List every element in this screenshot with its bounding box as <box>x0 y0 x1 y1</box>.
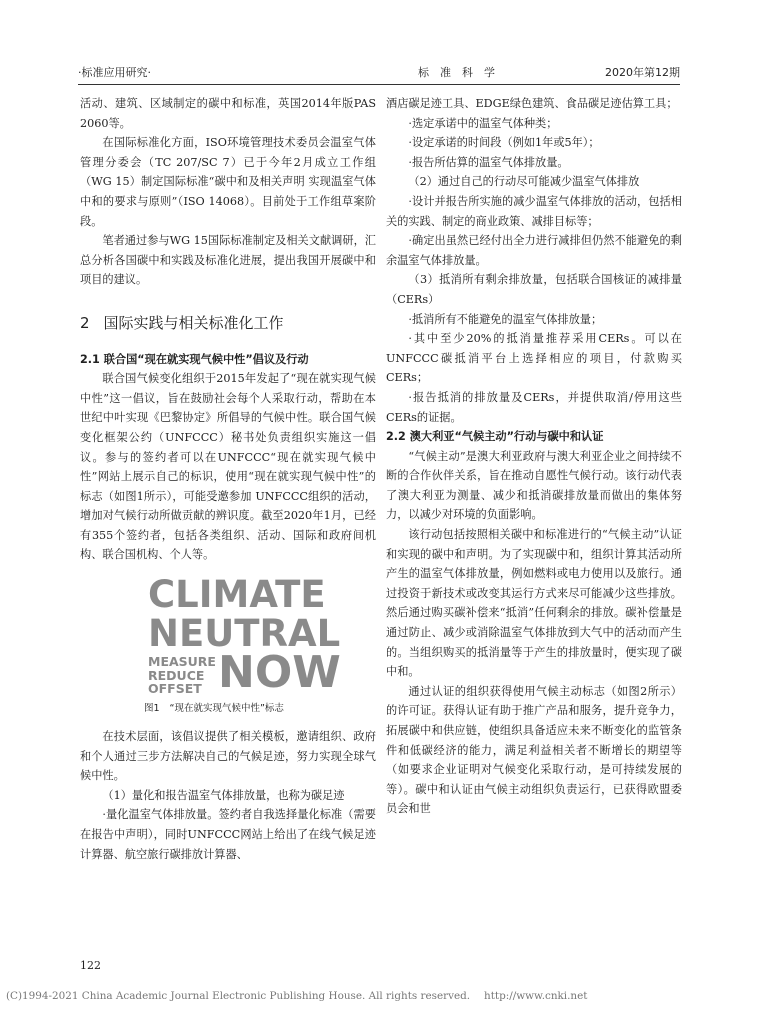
list-item: ·选定承诺中的温室气体种类； <box>408 116 558 130</box>
journal-title: 标准科学 <box>418 66 506 79</box>
paragraph: 笔者通过参与WG 15国际标准制定及相关文献调研，汇总分析各国碳中和实践及标准化进展，提出我国开展碳中和项目的建议。 <box>80 234 376 287</box>
paragraph: 活动、建筑、区域制定的碳中和标准，英国2014年版PAS 2060等。 <box>80 97 376 130</box>
subsection-heading: 2.2 澳大利亚“气候主动”行动与碳中和认证 <box>386 430 604 444</box>
issue-label: 2020年第12期 <box>605 66 680 79</box>
paragraph: “气候主动”是澳大利亚政府与澳大利亚企业之间持续不断的合作伙伴关系，旨在推动自愿性气候行动。该行动代表了澳大利亚为测量、减少和抵消碳排放量而做出的集体努力，以减少对环境的负面影响。 <box>386 449 682 522</box>
paragraph: 通过认证的组织获得使用气候主动标志（如图2所示）的许可证。获得认证有助于推广产品和服务，提升竞争力，拓展碳中和供应链，使组织具备适应未来不断变化的监管条件和低碳经济的能力，满足利益相关者不断增长的期望等（如要求企业证明对气候变化采取行动，是可持续发展的等）。碳中和认证由气候主动组织负责运行，已获得欧盟委员会和世 <box>386 684 682 816</box>
paragraph: （1）量化和报告温室气体排放量，也称为碳足迹 <box>102 788 345 802</box>
list-item: ·报告所估算的温室气体排放量。 <box>408 155 569 169</box>
logo-word-reduce: REDUCE <box>148 667 205 683</box>
list-item: ·设定承诺的时间段（例如1年或5年）； <box>408 136 600 150</box>
list-item: ·其中至少20%的抵消量推荐采用CERs。可以在UNFCCC碳抵消平台上选择相应的项目，付款购买CERs； <box>386 332 682 385</box>
section-title: 国际实践与相关标准化工作 <box>103 313 284 332</box>
paragraph: （2）通过自己的行动尽可能减少温室气体排放 <box>408 175 640 189</box>
footer <box>6 990 587 1002</box>
page-number: 122 <box>80 959 101 972</box>
header-column-label: ·标准应用研究· <box>78 66 151 79</box>
paragraph: 联合国气候变化组织于2015年发起了“现在就实现气候中性”这一倡议，旨在鼓励社会每个人采取行动，帮助在本世纪中叶实现《巴黎协定》所倡导的气候中性。联合国气候变化框架公约（UNFCCC）秘书处负责组织实施这一倡议。参与的签约者可以在UNFCCC“现在就实现气候中性”网站上展示自己的标识，使用“现在就实现气候中性”的标志（如图1所示），可能受邀参加 UNFCCC组织的活动，增加对气候行动所做贡献的辨识度。截至2020年1月，已经有355个签约者，包括各类组织、活动、国际和政府间机构、联合国机构、个人等。 <box>80 372 376 562</box>
figure-1 <box>80 575 376 717</box>
logo-word-offset: OFFSET <box>148 681 202 697</box>
footer-url[interactable]: http://www.cnki.net <box>484 990 588 1002</box>
logo-word-climate: CLIMATE <box>148 573 326 617</box>
paragraph: 在技术层面，该倡议提供了相关模板，邀请组织、政府和个人通过三步方法解决自己的气候足迹，努力实现全球气候中性。 <box>80 730 376 783</box>
list-item: ·报告抵消的排放量及CERs，并提供取消/停用这些CERs的证据。 <box>386 390 682 424</box>
climate-neutral-now-logo <box>148 573 341 699</box>
paragraph: ·量化温室气体排放量。签约者自我选择量化标准（需要在报告中声明），同时UNFCCC网站上给出了在线气候足迹计算器、航空旅行碳排放计算器、 <box>80 808 376 861</box>
logo-word-now: NOW <box>218 647 341 699</box>
paragraph: （3）抵消所有剩余排放量，包括联合国核证的减排量（CERs） <box>386 273 682 306</box>
logo-word-neutral: NEUTRAL <box>148 612 341 656</box>
list-item: ·抵消所有不能避免的温室气体排放量； <box>408 312 603 326</box>
list-item: ·设计并报告所实施的减少温室气体排放的活动，包括相关的实践、制定的商业政策、减排目标等； <box>386 194 682 228</box>
right-column <box>386 94 682 819</box>
figure-caption-text: “现在就实现气候中性”标志 <box>169 703 284 715</box>
header-rule <box>78 84 680 85</box>
left-column <box>80 94 376 864</box>
logo-word-measure: MEASURE <box>148 654 216 670</box>
running-header <box>78 64 680 82</box>
footer-copyright: (C)1994-2021 China Academic Journal Electronic Publishing House. All rights reserved. <box>6 990 471 1002</box>
figure-caption-number: 图1 <box>144 703 160 715</box>
paragraph: 酒店碳足迹工具、EDGE绿色建筑、食品碳足迹估算工具； <box>386 97 678 110</box>
paragraph: 在国际标准化方面，ISO环境管理技术委员会温室气体管理分委会（TC 207/SC 7）已于今年2月成立工作组（WG 15）制定国际标准“碳中和及相关声明 实现温室气体中和的要求与原则”（ISO 14068）。目前处于工作组草案阶段。 <box>80 136 376 228</box>
figure-caption <box>144 699 284 719</box>
paragraph: 该行动包括按照相关碳中和标准进行的“气候主动”认证和实现的碳中和声明。为了实现碳中和，组织计算其活动所产生的温室气体排放量，例如燃料或电力使用以及旅行。通过投资于新技术或改变其运行方式来尽可能减少这些排放。然后通过购买碳补偿来“抵消”任何剩余的排放。碳补偿量是通过防止、减少或消除温室气体排放到大气中的活动而产生的。当组织购买的抵消量等于产生的排放量时，便实现了碳中和。 <box>386 528 682 679</box>
section-heading <box>80 314 376 334</box>
section-number: 2 <box>80 313 90 332</box>
list-item: ·确定出虽然已经付出全力进行减排但仍然不能避免的剩余温室气体排放量。 <box>386 234 682 267</box>
subsection-heading: 2.1 联合国“现在就实现气候中性”倡议及行动 <box>80 352 309 366</box>
